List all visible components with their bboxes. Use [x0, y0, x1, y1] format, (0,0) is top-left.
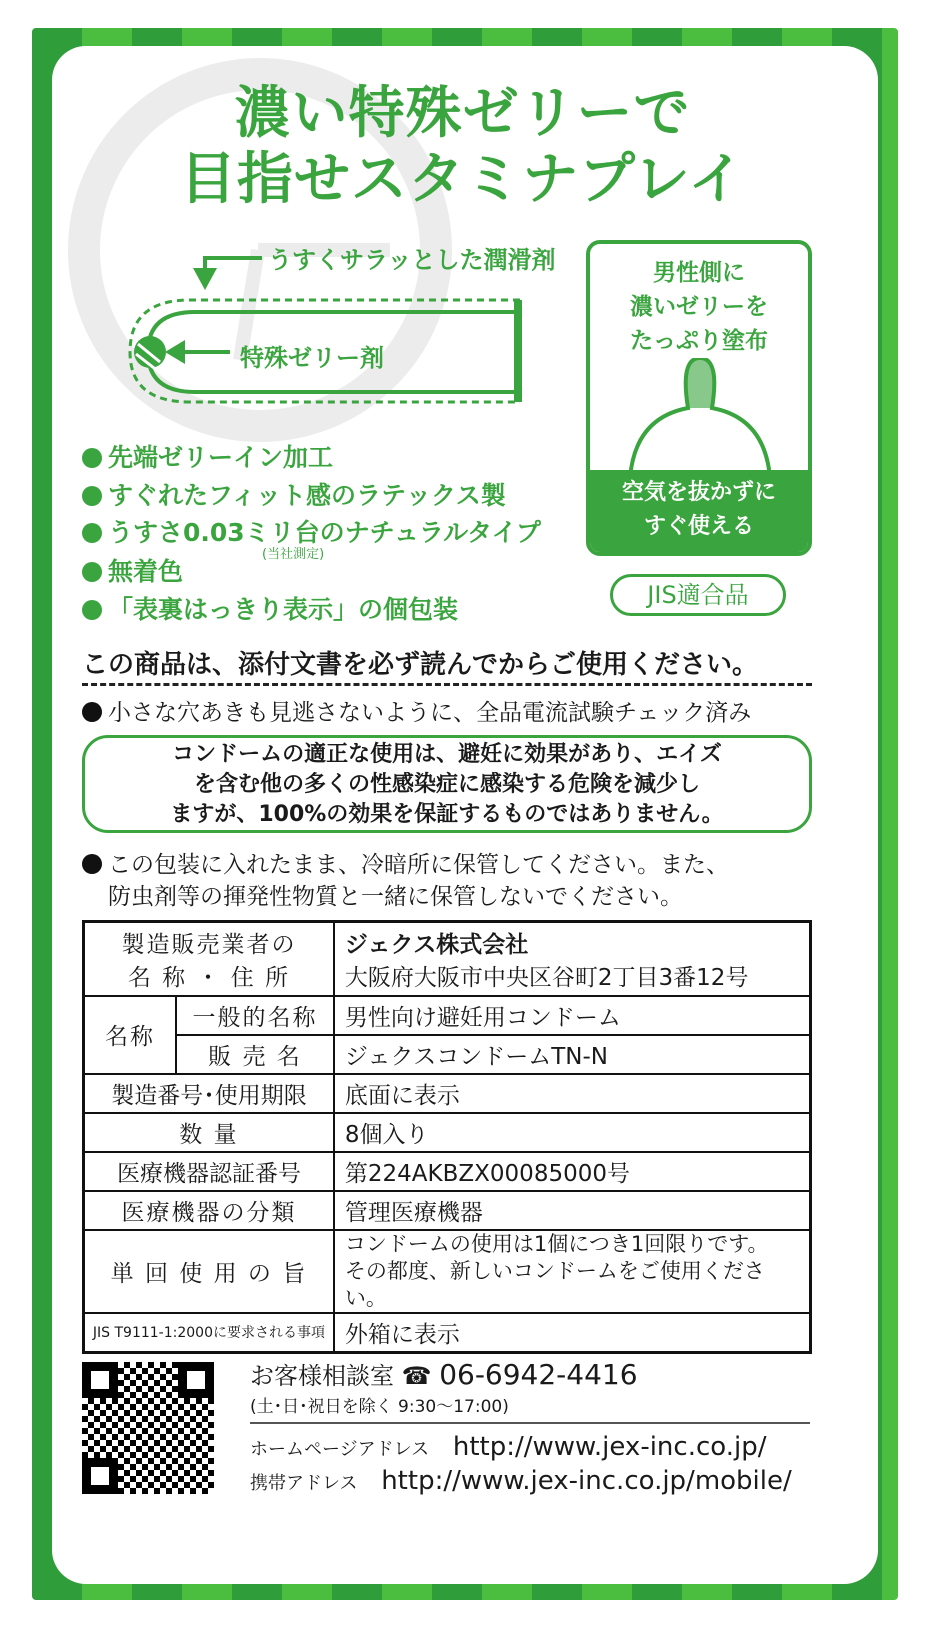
qr-code[interactable] — [82, 1362, 214, 1494]
jis-badge: JIS適合品 — [610, 574, 786, 616]
single-use-label: 単 回 使 用 の 旨 — [84, 1230, 334, 1313]
mobile-line — [250, 1466, 792, 1496]
title-line-1: 濃い特殊ゼリーで — [234, 81, 691, 146]
phone-number: 06-6942-4416 — [439, 1358, 638, 1391]
quantity-value: 8個入り — [334, 1113, 811, 1152]
storage-note-line-2: 防虫剤等の揮発性物質と一緒に保管しないでください。 — [108, 884, 683, 910]
tip-illustration-icon — [590, 358, 808, 478]
contact-divider — [250, 1422, 810, 1424]
bullet-icon — [82, 854, 102, 874]
homepage-label: ホームページアドレス — [250, 1439, 430, 1460]
quantity-label: 数 量 — [84, 1113, 334, 1152]
feature-item: 無着色 — [82, 552, 183, 588]
feature-item: すぐれたフィット感のラテックス製 — [82, 476, 506, 512]
cert-value: 第224AKBZX00085000号 — [334, 1152, 811, 1191]
bullet-icon — [82, 562, 102, 582]
jis-requirement-label: JIS T9111-1:2000に要求される事項 — [84, 1313, 334, 1353]
sales-name-value: ジェクスコンドームTN-N — [334, 1035, 811, 1074]
jis-requirement-value: 外箱に表示 — [334, 1313, 811, 1353]
measurement-note: (当社測定) — [262, 547, 325, 562]
jelly-callout — [586, 240, 812, 556]
warning-box — [82, 735, 812, 833]
bullet-icon — [82, 486, 102, 506]
lot-value: 底面に表示 — [334, 1074, 811, 1113]
callout-line-1: 男性側に — [653, 260, 745, 286]
bullet-icon — [82, 702, 102, 722]
dashed-divider — [82, 683, 812, 686]
jelly-label: 特殊ゼリー剤 — [240, 344, 384, 372]
maker-label: 製造販売業者の 名 称 ・ 住 所 — [84, 922, 334, 996]
callout-line-3: たっぷり塗布 — [630, 328, 768, 354]
bullet-icon — [82, 600, 102, 620]
class-value: 管理医療機器 — [334, 1191, 811, 1230]
class-label: 医療機器の分類 — [84, 1191, 334, 1230]
warning-line-3: ますが、100%の効果を保証するものではありません。 — [170, 802, 724, 827]
generic-name-value: 男性向け避妊用コンドーム — [334, 996, 811, 1035]
phone-icon: ☎ — [401, 1362, 432, 1390]
storage-note: この包装に入れたまま、冷暗所に保管してください。また、 — [82, 846, 729, 879]
single-use-value: コンドームの使用は1個につき1回限りです。 その都度、新しいコンドームをご使用ください。 — [334, 1230, 811, 1313]
callout-bottom-line-1: 空気を抜かずに — [621, 480, 776, 505]
contact-line — [250, 1356, 638, 1391]
warning-line-2: を含む他の多くの性感染症に感染する危険を減少し — [193, 772, 700, 797]
homepage-line — [250, 1432, 766, 1462]
test-note: 小さな穴あきも見逃さないように、全品電流試験チェック済み — [82, 694, 751, 727]
callout-bottom — [590, 470, 808, 552]
instruction-heading: この商品は、添付文書を必ず読んでからご使用ください。 — [82, 650, 759, 680]
sales-name-label: 販 売 名 — [176, 1035, 334, 1074]
mobile-label: 携帯アドレス — [250, 1473, 358, 1494]
product-info-table — [82, 920, 812, 1354]
feature-item: 先端ゼリーイン加工 — [82, 438, 333, 474]
business-hours: (土･日･祝日を除く 9:30～17:00) — [250, 1397, 509, 1417]
mobile-url[interactable]: http://www.jex-inc.co.jp/mobile/ — [381, 1466, 792, 1496]
cert-label: 医療機器認証番号 — [84, 1152, 334, 1191]
lubricant-label: うすくサラッとした潤滑剤 — [268, 246, 556, 274]
title-line-2: 目指せスタミナプレイ — [180, 147, 745, 212]
callout-bottom-line-2: すぐ使える — [643, 514, 754, 539]
contact-label: お客様相談室 — [250, 1362, 394, 1390]
lot-label: 製造番号･使用期限 — [84, 1074, 334, 1113]
maker-value: ジェクス株式会社 大阪府大阪市中央区谷町2丁目3番12号 — [334, 922, 811, 996]
warning-line-1: コンドームの適正な使用は、避妊に効果があり、エイズ — [172, 742, 722, 767]
bullet-icon — [82, 523, 102, 543]
bullet-icon — [82, 448, 102, 468]
name-label: 名称 — [84, 996, 177, 1074]
feature-item: うすさ0.03ミリ台のナチュラルタイプ — [82, 513, 541, 549]
feature-item: 「表裏はっきり表示」の個包装 — [82, 590, 458, 626]
callout-line-2: 濃いゼリーを — [630, 294, 768, 320]
homepage-url[interactable]: http://www.jex-inc.co.jp/ — [452, 1432, 767, 1462]
generic-name-label: 一般的名称 — [176, 996, 334, 1035]
